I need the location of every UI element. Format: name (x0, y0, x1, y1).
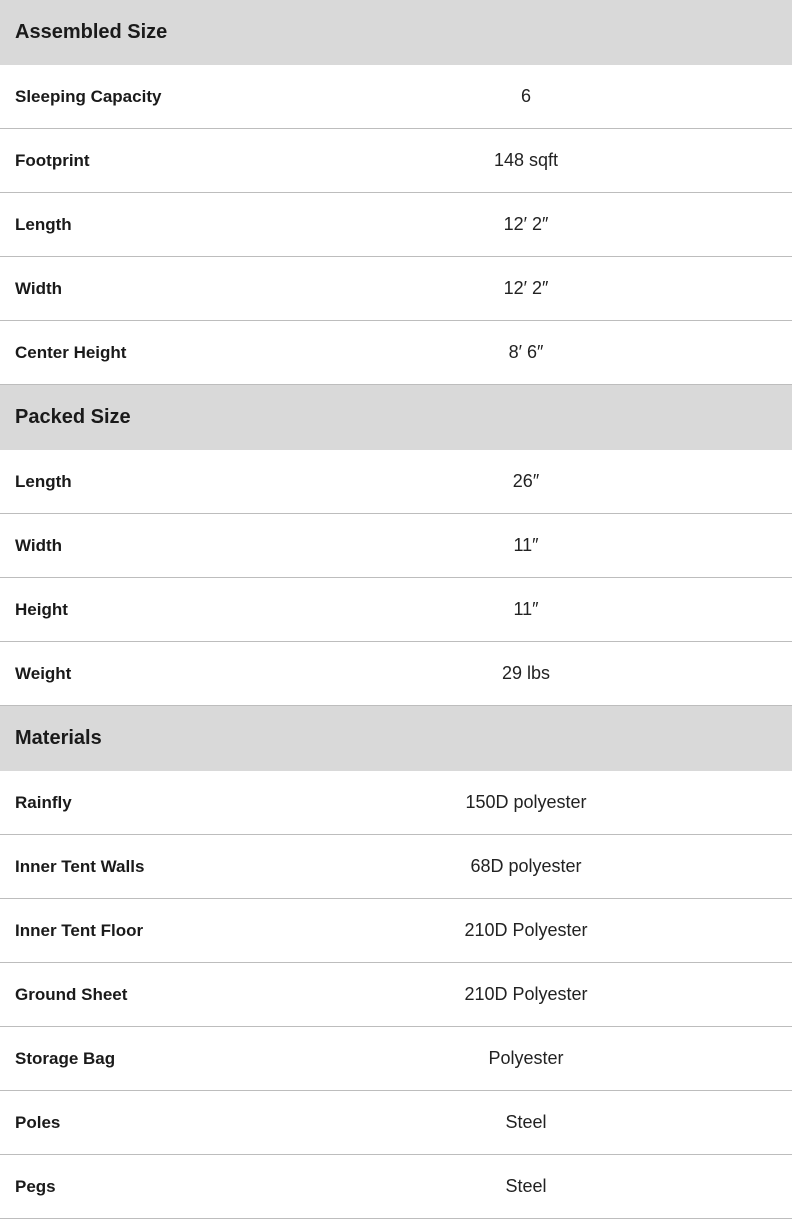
section-header-packed-size (0, 385, 792, 451)
spec-value: 68D polyester (260, 835, 792, 899)
spec-value: 148 sqft (260, 129, 792, 193)
spec-label: Footprint (0, 129, 260, 193)
spec-row-center-height (0, 321, 792, 385)
spec-row-width (0, 514, 792, 578)
spec-label: Length (0, 193, 260, 257)
spec-value: Polyester (260, 1027, 792, 1091)
spec-value: 150D polyester (260, 771, 792, 835)
section-title: Materials (0, 706, 792, 772)
section-header-assembled-size (0, 0, 792, 65)
section-title: Packed Size (0, 385, 792, 451)
spec-value: 26″ (260, 450, 792, 514)
spec-row-length (0, 450, 792, 514)
spec-row-footprint (0, 129, 792, 193)
spec-value: 11″ (260, 578, 792, 642)
spec-row-width (0, 257, 792, 321)
spec-row-height (0, 578, 792, 642)
spec-label: Width (0, 514, 260, 578)
spec-label: Height (0, 578, 260, 642)
spec-value: 12′ 2″ (260, 193, 792, 257)
spec-value: 29 lbs (260, 642, 792, 706)
spec-value: 210D Polyester (260, 899, 792, 963)
spec-row-inner-tent-floor (0, 899, 792, 963)
spec-value: Steel (260, 1091, 792, 1155)
spec-label: Length (0, 450, 260, 514)
spec-value: 12′ 2″ (260, 257, 792, 321)
spec-value: 210D Polyester (260, 963, 792, 1027)
spec-label: Poles (0, 1091, 260, 1155)
spec-row-inner-tent-walls (0, 835, 792, 899)
spec-label: Ground Sheet (0, 963, 260, 1027)
spec-label: Inner Tent Floor (0, 899, 260, 963)
spec-row-sleeping-capacity (0, 65, 792, 129)
spec-row-poles (0, 1091, 792, 1155)
spec-label: Rainfly (0, 771, 260, 835)
spec-value: 8′ 6″ (260, 321, 792, 385)
spec-row-length (0, 193, 792, 257)
spec-label: Pegs (0, 1155, 260, 1219)
spec-label: Sleeping Capacity (0, 65, 260, 129)
spec-row-weight (0, 642, 792, 706)
spec-row-storage-bag (0, 1027, 792, 1091)
spec-row-pegs (0, 1155, 792, 1219)
spec-label: Inner Tent Walls (0, 835, 260, 899)
section-title: Assembled Size (0, 0, 792, 65)
spec-value: 6 (260, 65, 792, 129)
spec-label: Weight (0, 642, 260, 706)
spec-value: Steel (260, 1155, 792, 1219)
spec-value: 11″ (260, 514, 792, 578)
spec-label: Width (0, 257, 260, 321)
spec-row-ground-sheet (0, 963, 792, 1027)
spec-label: Storage Bag (0, 1027, 260, 1091)
spec-row-rainfly (0, 771, 792, 835)
spec-label: Center Height (0, 321, 260, 385)
section-header-materials (0, 706, 792, 772)
